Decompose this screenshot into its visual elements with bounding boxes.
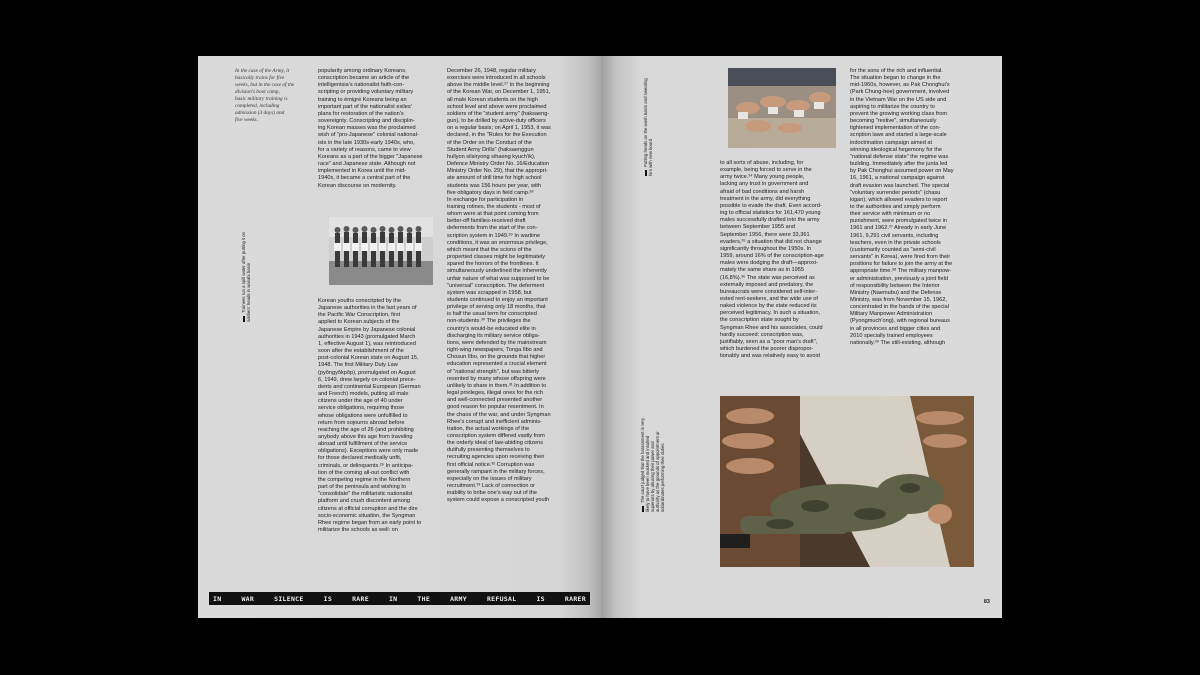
text-column-1: to all sorts of abuse, including, for example, being forced to serve in the army twice.³⁴ Many young people, lacking any trust in government and afraid of bad conditions and harsh treatment in the army, did everything possible to evade the draft. Even accord- ing to official statistics for 161,470 young males successfully drafted into the army between September 1955 and September 1956, there were 33,361 evaders,³⁵ a situation that did not change significantly throughout the 1950s. In 1959, around 16% of the conscription-age males were dodging the draft—approxi- mately the same share as in 1955 (16,8%).³⁶ The state was perceived as externally imposed and predatory, the bureaucrats were considered self-inter- ested rent-seekers, and the wide use of naked violence by the state reduced its perceived legitimacy. In such a situation, the conscription state sought by Syngman Rhee and his associates, could hardly succeed: conscription was, justifiably, seen as a "poor man's draft", which burdened the poorer dispropor- tionably and was relatively easy to avoid bbox=[720, 160, 824, 360]
photo-caption-vertical-2 bbox=[635, 418, 665, 512]
banner-word: IS bbox=[323, 594, 333, 603]
photo-caption-vertical bbox=[236, 232, 251, 322]
caption-marker bbox=[645, 170, 648, 176]
banner-word: SILENCE bbox=[274, 594, 304, 603]
banner-word: WAR bbox=[241, 594, 255, 603]
text-column-1-bottom: Korean youths conscripted by the Japanese authorities in the last years of the Pacific War Conscription, first applied to Korean subjects of the Japanese Empire by Japanese colonial authorities in 1943 (promulgated March 1, effective August 1), was reintroduced soon after the establishment of the post-colonial Korean state on August 15, 1948. The first Military Duty Law (pyŏngyŏkpŏp), promulgated on August 6, 1949, drew largely on colonial prece- dents and continental European (German and French) models, putting all male citizens under the age of 40 under service obligations, requiring those whose obligations were unfulfilled to return from sojourns abroad before reaching the age of 26 (and prohibiting anybody above this age from traveling abroad until fulfillment of the service obligations). Exceptions were only made for those declared medically unfit, criminals, or delinquents.²⁶ In anticipa- tion of the coming all-out conflict with the competing regime in the Northern part of the peninsula and wishing to "consolidate" the militaristic nationalist platform and crush discontent among citizens at official corruption and the dire socio-economic situation, the Syngman Rhee regime began from an early point to militarize the schools as well: on bbox=[318, 298, 422, 533]
washbasin-drill-photo bbox=[728, 68, 836, 148]
banner-word: ARMY bbox=[450, 594, 467, 603]
banner-word: IS bbox=[536, 594, 545, 603]
text-column-1-top: popularity among ordinary Koreans, conscription became an article of the intelligentsia's nationalist faith-con- scripting or providing voluntary military training to émigré Koreans being an important part of the nationalist exiles' plans for restoration of the nation's sovereignty. Conscripting and disciplin- ing Korean masses was the proclaimed wish of "pro-Japanese" colonial national- ists in the late 1930s-early 1940s, who, for a variety of reasons, came to view Koreans as a part of the bigger "Japanese race" and Japanese state. Although not implemented in Korea until the mid- 1940s, it became a central part of the Korean discourse on modernity. bbox=[318, 68, 423, 189]
photo2-caption-text: The court judged that the harassment is very likely to have been mocked and insulted superiors by abusing their power and authority as the grounds of appointment or subordinates performing their duties bbox=[640, 417, 665, 512]
banner-word: RARE bbox=[352, 594, 369, 603]
photo-caption-text: Trainees run a spill water after putting it on soldiers' heads in wasabi basin bbox=[241, 231, 251, 322]
banner-word: IN bbox=[213, 594, 222, 603]
soldiers-lineup-photo bbox=[329, 217, 433, 285]
banner-word: REFUSAL bbox=[486, 594, 517, 603]
photo1-caption-text: Putting heads on the wash basin and sweating him with new board bbox=[643, 78, 653, 176]
banner-word: IN bbox=[388, 594, 398, 603]
page-number: 83 bbox=[983, 599, 990, 605]
banner-word: THE bbox=[417, 594, 431, 603]
text-column-2: for the sons of the rich and influential. The situation began to change in the mid-1960s, however, as Pak Chonghui's (Park Chung-hee) government, involved in the Vietnam War on the US side and aspiring to militarize the country to prevent the growing working class from becoming "restive", simultaneously tightened implementation of the con- scription laws and started a large-scale indoctrination campaign aimed at winning ideological hegemony for the "national defense state" the regime was building. Immediately after the junta led by Pak Chonghui assumed power on May 16, 1961, a national campaign against draft evasion was launched. The special "voluntary surrender periods" (chasu kigan), which allowed evaders to report to the authorities and simply perform their service with minimum or no punishment, were promulgated twice in 1961 and 1962.³⁷ Already in early June 1961, 9,291 civil servants, including teachers, even in the private schools (customarily counted as "semi-civil servants" in Korea), were fired from their positions for failure to join the army at the appropriate time.³⁸ The military manpow- er administration, previously a joint field of responsibility between the Interior Ministry (Naemubu) and the Defense Ministry, was from November 15, 1962, concentrated in the hands of the special Military Manpower Administration (Pyongmuch'ong), with regional bureaus in all provinces and bigger cities and 2010 specially trained employees nationally.³⁹ The still-existing, although bbox=[850, 68, 954, 346]
caption-marker bbox=[243, 316, 246, 322]
caption-marker bbox=[642, 506, 645, 512]
banner-word: RARER bbox=[564, 594, 586, 603]
side-note: In the case of the Army, it basically trains for five weeks, but in the case of the division's boot camp, basic military training is completed, including admission (3 days) and five weeks. bbox=[235, 68, 295, 123]
title-banner bbox=[209, 592, 590, 605]
text-column-2: December 26, 1948, regular military exercises were introduced in all schools above the middle level.²⁷ In the beginning of the Korean War, on December 1, 1951, all male Korean students on the high school level and above were proclaimed soldiers of the "student army" (haksaeng- gun), to be drilled by active-duty officers on a regular basis; on April 1, 1953, it was declared, in the "Rules for the Execution of the Order on the Conduct of the Student Army Drills" (haksaenggun hullyon silsiryong sihaeng kyuch'ik), Defence Ministry Order No. 16/Education Ministry Order No. 29), that the appropri- ate amount of drill time for high school students was 156 hours per year, with five obligatory days in field camp.²⁸ In exchange for participation in training rotines, the students - most of whom were at that point coming from better-off families-received draft deferments from the start of the con- scription system in 1949.²⁹ In wartime conditions, it was an enormous privilege, which meant that the scions of the propertied classes might be legitimately spared the horrors of the frontlines. It simultaneously underlined the inherently unfair nature of what was supposed to be "universal" conscription. The deferment system was scrapped in 1958, but students continued to enjoy an important privilege of serving only 18 months, that is half the usual term for conscripted non-students.³⁰ The privileges the country's would-be educated elite in discharging its military service obliga- tions, were defended by the mainstream right-wing newspapers, Tonga Ilbo and Chosun Ilbo, on the grounds that higher education represented a crucial element of "national strength", but was bitterly resented by many whose offspring were unlikely to share in them.³¹ In addition to legal privileges, illegal ones for the rich and well-connected presented another good reason for popular resentment. In the chaos of the war, and under Syngman Rhee's corrupt and inefficient adminis- tration, the actual workings of the conscription system differed vastly from the orderly ideal of law-abiding citizens dutifully presenting themselves to recruiting agencies upon receiving their first official notice.³² Corruption was generally rampant in the military forces, especially on the issues of military recruitment.³³ Lack of connection or inability to bribe one's way out of the system could expose a conscripted youth bbox=[447, 68, 551, 504]
right-page bbox=[601, 56, 1002, 618]
left-page bbox=[198, 56, 601, 618]
photo-caption-vertical-1 bbox=[638, 78, 653, 176]
barracks-punishment-photo bbox=[720, 396, 974, 567]
